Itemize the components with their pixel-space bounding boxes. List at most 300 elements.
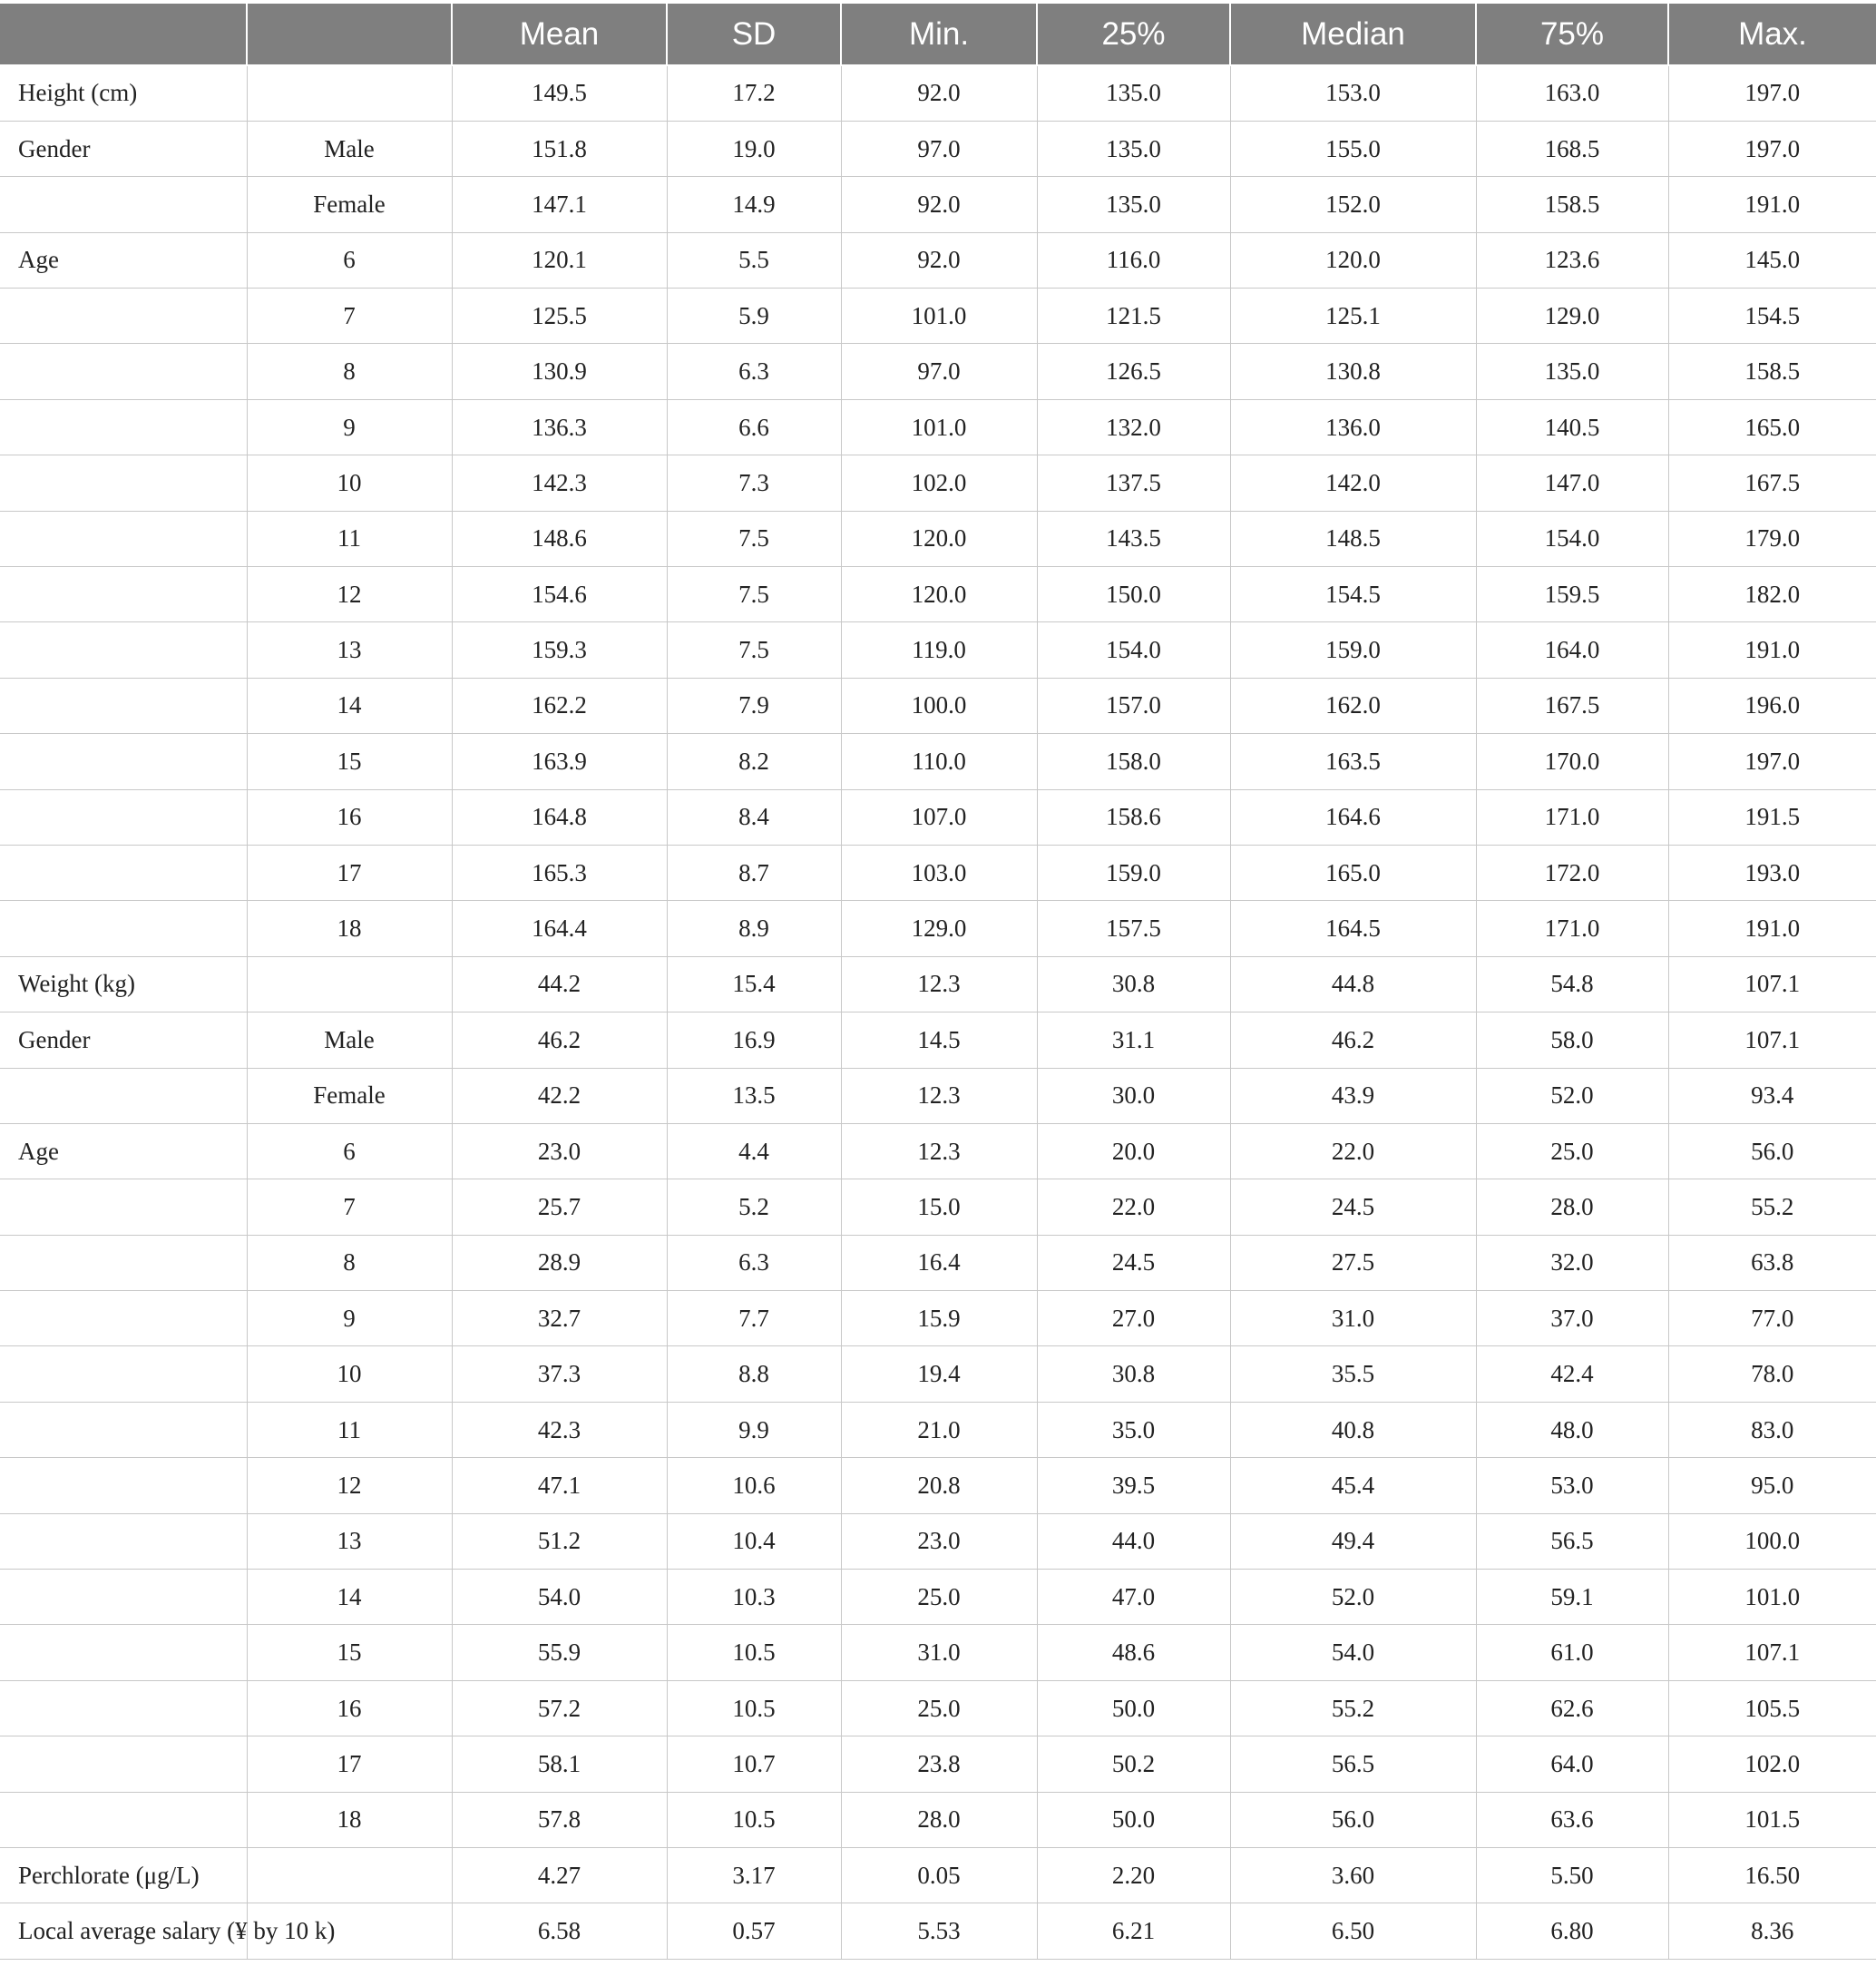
- cell-max: 191.0: [1668, 177, 1876, 232]
- cell-mean: 149.5: [452, 65, 667, 121]
- header-blank-label: [0, 4, 247, 65]
- cell-mean: 164.4: [452, 901, 667, 956]
- cell-25pct: 157.0: [1037, 678, 1230, 733]
- row-label: [0, 289, 247, 344]
- cell-75pct: 6.80: [1476, 1903, 1668, 1959]
- table-row: [0, 289, 1876, 344]
- cell-sd: 5.5: [667, 232, 841, 288]
- cell-min: 92.0: [841, 177, 1037, 232]
- cell-75pct: 167.5: [1476, 678, 1668, 733]
- cell-median: 155.0: [1230, 121, 1476, 176]
- statistics-table: [0, 4, 1876, 1960]
- cell-max: 63.8: [1668, 1235, 1876, 1290]
- row-sublabel: 10: [247, 1346, 452, 1402]
- cell-min: 110.0: [841, 734, 1037, 789]
- cell-max: 83.0: [1668, 1402, 1876, 1457]
- cell-median: 154.5: [1230, 567, 1476, 622]
- cell-sd: 10.7: [667, 1736, 841, 1792]
- cell-max: 55.2: [1668, 1179, 1876, 1235]
- row-sublabel: 10: [247, 455, 452, 511]
- cell-min: 101.0: [841, 399, 1037, 455]
- cell-75pct: 129.0: [1476, 289, 1668, 344]
- cell-25pct: 143.5: [1037, 511, 1230, 566]
- cell-mean: 51.2: [452, 1513, 667, 1569]
- cell-mean: 54.0: [452, 1570, 667, 1625]
- cell-25pct: 135.0: [1037, 65, 1230, 121]
- cell-mean: 154.6: [452, 567, 667, 622]
- table-row: [0, 1068, 1876, 1123]
- row-sublabel: 9: [247, 1291, 452, 1346]
- cell-median: 120.0: [1230, 232, 1476, 288]
- table-row: [0, 1848, 1876, 1903]
- cell-75pct: 159.5: [1476, 567, 1668, 622]
- cell-median: 159.0: [1230, 622, 1476, 678]
- cell-min: 100.0: [841, 678, 1037, 733]
- cell-median: 142.0: [1230, 455, 1476, 511]
- cell-sd: 10.4: [667, 1513, 841, 1569]
- cell-sd: 0.57: [667, 1903, 841, 1959]
- row-sublabel: 12: [247, 1458, 452, 1513]
- cell-mean: 151.8: [452, 121, 667, 176]
- cell-25pct: 50.2: [1037, 1736, 1230, 1792]
- cell-min: 129.0: [841, 901, 1037, 956]
- cell-min: 25.0: [841, 1680, 1037, 1736]
- cell-max: 16.50: [1668, 1848, 1876, 1903]
- header-median: Median: [1230, 4, 1476, 65]
- cell-sd: 14.9: [667, 177, 841, 232]
- cell-25pct: 31.1: [1037, 1012, 1230, 1068]
- cell-sd: 8.2: [667, 734, 841, 789]
- cell-mean: 42.2: [452, 1068, 667, 1123]
- row-sublabel: 16: [247, 789, 452, 845]
- cell-75pct: 25.0: [1476, 1123, 1668, 1179]
- cell-min: 12.3: [841, 956, 1037, 1012]
- cell-min: 28.0: [841, 1792, 1037, 1847]
- row-sublabel: 13: [247, 1513, 452, 1569]
- cell-sd: 10.5: [667, 1680, 841, 1736]
- cell-75pct: 28.0: [1476, 1179, 1668, 1235]
- cell-75pct: 168.5: [1476, 121, 1668, 176]
- cell-min: 103.0: [841, 845, 1037, 900]
- row-sublabel: 8: [247, 1235, 452, 1290]
- row-label: [0, 789, 247, 845]
- cell-max: 165.0: [1668, 399, 1876, 455]
- cell-25pct: 22.0: [1037, 1179, 1230, 1235]
- cell-mean: 4.27: [452, 1848, 667, 1903]
- cell-25pct: 2.20: [1037, 1848, 1230, 1903]
- cell-sd: 6.6: [667, 399, 841, 455]
- cell-max: 197.0: [1668, 121, 1876, 176]
- row-sublabel: 13: [247, 622, 452, 678]
- cell-75pct: 58.0: [1476, 1012, 1668, 1068]
- cell-75pct: 170.0: [1476, 734, 1668, 789]
- cell-median: 148.5: [1230, 511, 1476, 566]
- cell-median: 27.5: [1230, 1235, 1476, 1290]
- cell-min: 21.0: [841, 1402, 1037, 1457]
- cell-sd: 16.9: [667, 1012, 841, 1068]
- cell-mean: 25.7: [452, 1179, 667, 1235]
- cell-75pct: 158.5: [1476, 177, 1668, 232]
- cell-mean: 164.8: [452, 789, 667, 845]
- cell-max: 78.0: [1668, 1346, 1876, 1402]
- table-row: [0, 1235, 1876, 1290]
- table-row: [0, 622, 1876, 678]
- cell-sd: 3.17: [667, 1848, 841, 1903]
- cell-75pct: 59.1: [1476, 1570, 1668, 1625]
- table-row: [0, 789, 1876, 845]
- row-label: [0, 845, 247, 900]
- row-label: Age: [0, 232, 247, 288]
- table-row: [0, 1736, 1876, 1792]
- cell-mean: 148.6: [452, 511, 667, 566]
- row-label: Local average salary (¥ by 10 k): [0, 1903, 247, 1959]
- cell-min: 120.0: [841, 511, 1037, 566]
- table-row: [0, 678, 1876, 733]
- row-sublabel: 11: [247, 1402, 452, 1457]
- table-row: [0, 956, 1876, 1012]
- cell-sd: 7.5: [667, 511, 841, 566]
- cell-75pct: 123.6: [1476, 232, 1668, 288]
- cell-75pct: 61.0: [1476, 1625, 1668, 1680]
- cell-75pct: 56.5: [1476, 1513, 1668, 1569]
- cell-median: 45.4: [1230, 1458, 1476, 1513]
- cell-25pct: 30.8: [1037, 956, 1230, 1012]
- cell-sd: 8.8: [667, 1346, 841, 1402]
- cell-median: 22.0: [1230, 1123, 1476, 1179]
- table-row: [0, 1513, 1876, 1569]
- row-label: [0, 455, 247, 511]
- cell-25pct: 47.0: [1037, 1570, 1230, 1625]
- row-label: [0, 622, 247, 678]
- cell-sd: 7.5: [667, 622, 841, 678]
- row-sublabel: Female: [247, 177, 452, 232]
- table-row: [0, 65, 1876, 121]
- table-row: [0, 1012, 1876, 1068]
- cell-median: 125.1: [1230, 289, 1476, 344]
- table-row: [0, 1903, 1876, 1959]
- cell-sd: 7.5: [667, 567, 841, 622]
- cell-mean: 162.2: [452, 678, 667, 733]
- row-label: [0, 399, 247, 455]
- cell-mean: 57.2: [452, 1680, 667, 1736]
- cell-25pct: 44.0: [1037, 1513, 1230, 1569]
- cell-75pct: 164.0: [1476, 622, 1668, 678]
- cell-75pct: 42.4: [1476, 1346, 1668, 1402]
- cell-max: 102.0: [1668, 1736, 1876, 1792]
- cell-min: 97.0: [841, 344, 1037, 399]
- cell-mean: 130.9: [452, 344, 667, 399]
- cell-25pct: 150.0: [1037, 567, 1230, 622]
- header-mean: Mean: [452, 4, 667, 65]
- cell-sd: 13.5: [667, 1068, 841, 1123]
- table-row: [0, 1346, 1876, 1402]
- row-sublabel: [247, 956, 452, 1012]
- cell-median: 31.0: [1230, 1291, 1476, 1346]
- row-label: [0, 177, 247, 232]
- header-min: Min.: [841, 4, 1037, 65]
- cell-25pct: 50.0: [1037, 1680, 1230, 1736]
- cell-25pct: 116.0: [1037, 232, 1230, 288]
- cell-median: 40.8: [1230, 1402, 1476, 1457]
- row-label: [0, 901, 247, 956]
- row-sublabel: [247, 1848, 452, 1903]
- cell-sd: 7.3: [667, 455, 841, 511]
- row-label: Age: [0, 1123, 247, 1179]
- cell-25pct: 50.0: [1037, 1792, 1230, 1847]
- row-label: Height (cm): [0, 65, 247, 121]
- cell-25pct: 27.0: [1037, 1291, 1230, 1346]
- table-row: [0, 1570, 1876, 1625]
- cell-median: 164.6: [1230, 789, 1476, 845]
- cell-sd: 8.7: [667, 845, 841, 900]
- cell-min: 12.3: [841, 1068, 1037, 1123]
- table-row: [0, 1179, 1876, 1235]
- row-label: [0, 344, 247, 399]
- cell-sd: 17.2: [667, 65, 841, 121]
- cell-25pct: 121.5: [1037, 289, 1230, 344]
- cell-median: 55.2: [1230, 1680, 1476, 1736]
- cell-median: 52.0: [1230, 1570, 1476, 1625]
- cell-median: 56.5: [1230, 1736, 1476, 1792]
- cell-25pct: 39.5: [1037, 1458, 1230, 1513]
- row-sublabel: 18: [247, 1792, 452, 1847]
- row-label: [0, 1458, 247, 1513]
- row-sublabel: 7: [247, 289, 452, 344]
- row-sublabel: 11: [247, 511, 452, 566]
- cell-sd: 7.9: [667, 678, 841, 733]
- cell-max: 95.0: [1668, 1458, 1876, 1513]
- table-row: [0, 567, 1876, 622]
- cell-75pct: 53.0: [1476, 1458, 1668, 1513]
- cell-mean: 47.1: [452, 1458, 667, 1513]
- cell-mean: 165.3: [452, 845, 667, 900]
- cell-sd: 6.3: [667, 1235, 841, 1290]
- cell-max: 158.5: [1668, 344, 1876, 399]
- row-sublabel: 17: [247, 1736, 452, 1792]
- cell-min: 25.0: [841, 1570, 1037, 1625]
- table-row: [0, 455, 1876, 511]
- table-row: [0, 1291, 1876, 1346]
- cell-max: 8.36: [1668, 1903, 1876, 1959]
- row-label: [0, 567, 247, 622]
- cell-max: 107.1: [1668, 1625, 1876, 1680]
- cell-min: 0.05: [841, 1848, 1037, 1903]
- cell-median: 6.50: [1230, 1903, 1476, 1959]
- cell-max: 101.0: [1668, 1570, 1876, 1625]
- cell-min: 5.53: [841, 1903, 1037, 1959]
- cell-max: 191.5: [1668, 789, 1876, 845]
- cell-min: 102.0: [841, 455, 1037, 511]
- row-label: [0, 1402, 247, 1457]
- cell-median: 56.0: [1230, 1792, 1476, 1847]
- cell-min: 19.4: [841, 1346, 1037, 1402]
- cell-sd: 7.7: [667, 1291, 841, 1346]
- cell-min: 101.0: [841, 289, 1037, 344]
- cell-median: 162.0: [1230, 678, 1476, 733]
- cell-min: 20.8: [841, 1458, 1037, 1513]
- cell-max: 196.0: [1668, 678, 1876, 733]
- row-label: [0, 511, 247, 566]
- row-sublabel: 8: [247, 344, 452, 399]
- cell-25pct: 154.0: [1037, 622, 1230, 678]
- cell-mean: 6.58: [452, 1903, 667, 1959]
- row-sublabel: 16: [247, 1680, 452, 1736]
- row-label: [0, 734, 247, 789]
- cell-75pct: 5.50: [1476, 1848, 1668, 1903]
- cell-mean: 32.7: [452, 1291, 667, 1346]
- cell-75pct: 48.0: [1476, 1402, 1668, 1457]
- table-row: [0, 232, 1876, 288]
- cell-sd: 10.6: [667, 1458, 841, 1513]
- row-sublabel: 12: [247, 567, 452, 622]
- cell-min: 23.8: [841, 1736, 1037, 1792]
- cell-sd: 5.2: [667, 1179, 841, 1235]
- row-sublabel: 15: [247, 734, 452, 789]
- cell-max: 56.0: [1668, 1123, 1876, 1179]
- cell-mean: 37.3: [452, 1346, 667, 1402]
- header-25pct: 25%: [1037, 4, 1230, 65]
- row-label: [0, 1291, 247, 1346]
- row-sublabel: 18: [247, 901, 452, 956]
- cell-75pct: 64.0: [1476, 1736, 1668, 1792]
- cell-median: 54.0: [1230, 1625, 1476, 1680]
- cell-25pct: 137.5: [1037, 455, 1230, 511]
- cell-min: 23.0: [841, 1513, 1037, 1569]
- cell-median: 165.0: [1230, 845, 1476, 900]
- table-row: [0, 1458, 1876, 1513]
- row-sublabel: Female: [247, 1068, 452, 1123]
- cell-median: 3.60: [1230, 1848, 1476, 1903]
- table-row: [0, 121, 1876, 176]
- cell-mean: 136.3: [452, 399, 667, 455]
- header-blank-sublabel: [247, 4, 452, 65]
- cell-median: 163.5: [1230, 734, 1476, 789]
- cell-75pct: 154.0: [1476, 511, 1668, 566]
- cell-max: 191.0: [1668, 901, 1876, 956]
- cell-median: 130.8: [1230, 344, 1476, 399]
- cell-median: 164.5: [1230, 901, 1476, 956]
- cell-mean: 147.1: [452, 177, 667, 232]
- row-label: [0, 1513, 247, 1569]
- cell-mean: 58.1: [452, 1736, 667, 1792]
- table-body: [0, 65, 1876, 1959]
- cell-25pct: 6.21: [1037, 1903, 1230, 1959]
- header-75pct: 75%: [1476, 4, 1668, 65]
- cell-max: 93.4: [1668, 1068, 1876, 1123]
- cell-median: 43.9: [1230, 1068, 1476, 1123]
- cell-mean: 23.0: [452, 1123, 667, 1179]
- cell-max: 101.5: [1668, 1792, 1876, 1847]
- table-row: [0, 344, 1876, 399]
- cell-max: 197.0: [1668, 734, 1876, 789]
- row-label: Gender: [0, 1012, 247, 1068]
- cell-75pct: 135.0: [1476, 344, 1668, 399]
- cell-sd: 10.5: [667, 1792, 841, 1847]
- row-sublabel: 9: [247, 399, 452, 455]
- cell-min: 15.0: [841, 1179, 1037, 1235]
- cell-25pct: 135.0: [1037, 177, 1230, 232]
- row-label: Weight (kg): [0, 956, 247, 1012]
- cell-min: 16.4: [841, 1235, 1037, 1290]
- cell-mean: 163.9: [452, 734, 667, 789]
- cell-mean: 46.2: [452, 1012, 667, 1068]
- cell-max: 154.5: [1668, 289, 1876, 344]
- cell-25pct: 24.5: [1037, 1235, 1230, 1290]
- table-header: [0, 4, 1876, 65]
- cell-25pct: 158.0: [1037, 734, 1230, 789]
- cell-max: 193.0: [1668, 845, 1876, 900]
- row-label: [0, 1346, 247, 1402]
- row-sublabel: 7: [247, 1179, 452, 1235]
- cell-75pct: 171.0: [1476, 901, 1668, 956]
- row-sublabel: 6: [247, 232, 452, 288]
- cell-75pct: 163.0: [1476, 65, 1668, 121]
- cell-min: 92.0: [841, 232, 1037, 288]
- cell-max: 145.0: [1668, 232, 1876, 288]
- header-max: Max.: [1668, 4, 1876, 65]
- cell-mean: 42.3: [452, 1402, 667, 1457]
- cell-mean: 28.9: [452, 1235, 667, 1290]
- cell-mean: 120.1: [452, 232, 667, 288]
- cell-25pct: 20.0: [1037, 1123, 1230, 1179]
- cell-25pct: 48.6: [1037, 1625, 1230, 1680]
- cell-sd: 4.4: [667, 1123, 841, 1179]
- cell-25pct: 159.0: [1037, 845, 1230, 900]
- cell-min: 120.0: [841, 567, 1037, 622]
- cell-max: 77.0: [1668, 1291, 1876, 1346]
- table-row: [0, 1625, 1876, 1680]
- table-row: [0, 399, 1876, 455]
- cell-mean: 57.8: [452, 1792, 667, 1847]
- row-sublabel: 14: [247, 1570, 452, 1625]
- cell-sd: 10.5: [667, 1625, 841, 1680]
- cell-25pct: 157.5: [1037, 901, 1230, 956]
- header-sd: SD: [667, 4, 841, 65]
- cell-25pct: 35.0: [1037, 1402, 1230, 1457]
- cell-25pct: 30.8: [1037, 1346, 1230, 1402]
- cell-75pct: 63.6: [1476, 1792, 1668, 1847]
- table-row: [0, 845, 1876, 900]
- cell-median: 49.4: [1230, 1513, 1476, 1569]
- cell-sd: 15.4: [667, 956, 841, 1012]
- row-label: [0, 1736, 247, 1792]
- row-label: [0, 1625, 247, 1680]
- table-row: [0, 1402, 1876, 1457]
- row-label: [0, 1179, 247, 1235]
- cell-max: 105.5: [1668, 1680, 1876, 1736]
- table-row: [0, 1792, 1876, 1847]
- cell-75pct: 172.0: [1476, 845, 1668, 900]
- table-row: [0, 1680, 1876, 1736]
- cell-75pct: 140.5: [1476, 399, 1668, 455]
- cell-75pct: 32.0: [1476, 1235, 1668, 1290]
- cell-min: 97.0: [841, 121, 1037, 176]
- cell-min: 31.0: [841, 1625, 1037, 1680]
- cell-min: 107.0: [841, 789, 1037, 845]
- table-row: [0, 734, 1876, 789]
- cell-25pct: 158.6: [1037, 789, 1230, 845]
- cell-mean: 125.5: [452, 289, 667, 344]
- cell-max: 107.1: [1668, 956, 1876, 1012]
- row-label: Gender: [0, 121, 247, 176]
- cell-min: 12.3: [841, 1123, 1037, 1179]
- row-sublabel: Male: [247, 1012, 452, 1068]
- cell-sd: 6.3: [667, 344, 841, 399]
- table-row: [0, 511, 1876, 566]
- cell-median: 46.2: [1230, 1012, 1476, 1068]
- cell-75pct: 171.0: [1476, 789, 1668, 845]
- cell-mean: 159.3: [452, 622, 667, 678]
